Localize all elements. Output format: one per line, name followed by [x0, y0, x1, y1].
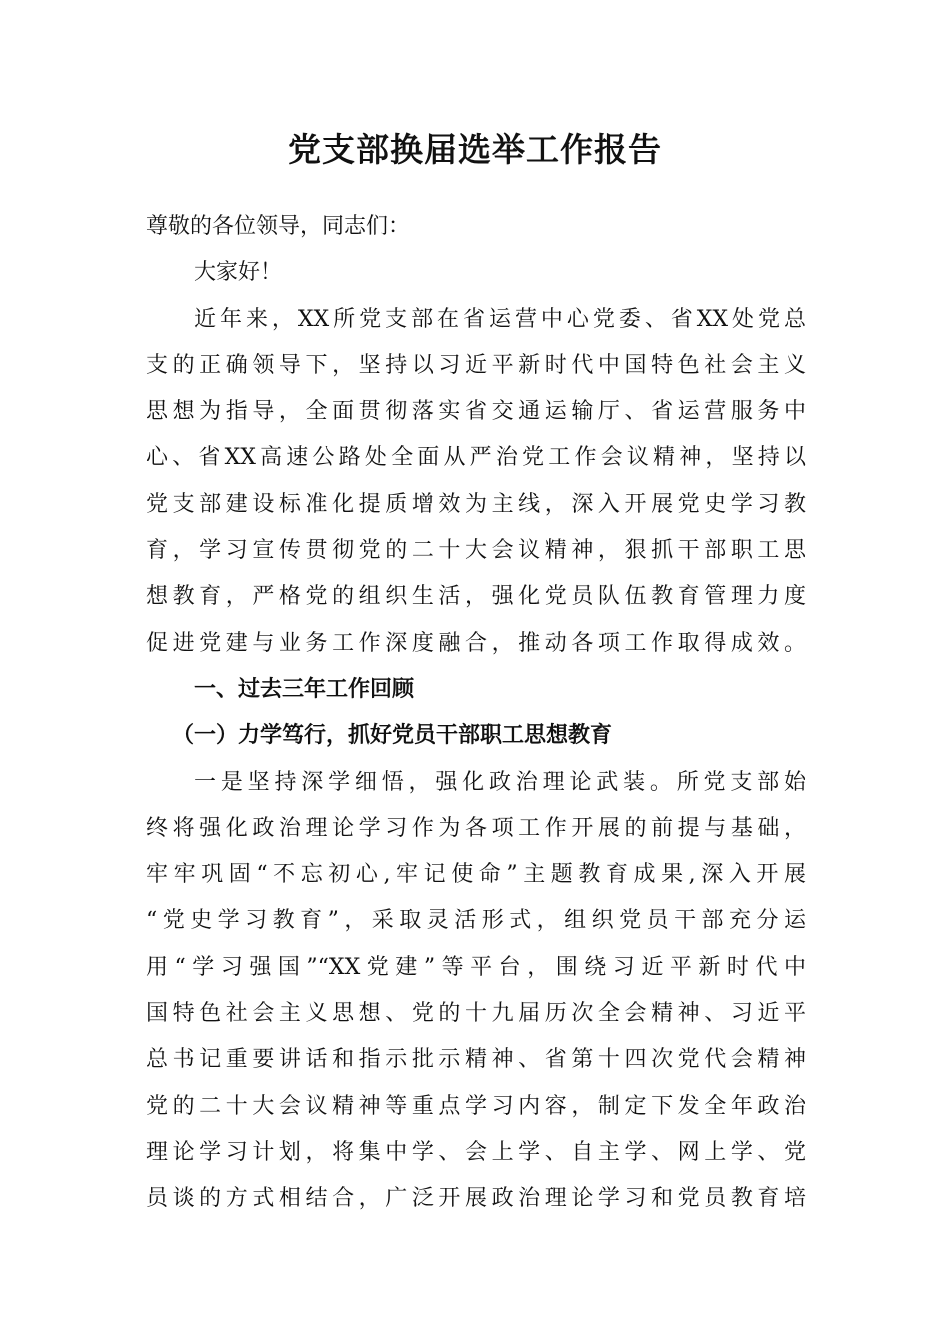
intro-line: 思想为指导，全面贯彻落实省交通运输厅、省运营服务中	[146, 399, 806, 425]
intro-line: 促进党建与业务工作深度融合，推动各项工作取得成效。	[146, 630, 806, 656]
subsection-heading: （一）力学笃行，抓好党员干部职工思想教育	[172, 723, 613, 749]
salutation: 尊敬的各位领导，同志们：	[146, 214, 411, 239]
paragraph-line: 总书记重要讲话和指示批示精神、省第十四次党代会精神	[146, 1047, 806, 1073]
intro-line: 党支部建设标准化提质增效为主线，深入开展党史学习教	[146, 491, 806, 517]
intro-line: 育，学习宣传贯彻党的二十大会议精神，狠抓干部职工思	[146, 538, 806, 564]
paragraph-line: 用“学习强国”“XX党建”等平台，围绕习近平新时代中	[146, 954, 806, 980]
paragraph-line: 员谈的方式相结合，广泛开展政治理论学习和党员教育培	[146, 1186, 806, 1212]
greeting: 大家好！	[194, 260, 283, 286]
intro-line: 心、省XX高速公路处全面从严治党工作会议精神，坚持以	[146, 445, 806, 471]
document-body	[146, 204, 806, 1223]
paragraph-line: 理论学习计划，将集中学、会上学、自主学、网上学、党	[146, 1139, 806, 1165]
paragraph-line: “党史学习教育”，采取灵活形式，组织党员干部充分运	[146, 908, 806, 934]
paragraph-line: 国特色社会主义思想、党的十九届历次全会精神、习近平	[146, 1001, 806, 1027]
section-heading: 一、过去三年工作回顾	[194, 676, 415, 702]
intro-line: 近年来，XX所党支部在省运营中心党委、省XX处党总	[194, 306, 806, 332]
paragraph-line: 牢牢巩固“不忘初心,牢记使命”主题教育成果,深入开展	[146, 862, 806, 888]
intro-line: 想教育，严格党的组织生活，强化党员队伍教育管理力度	[146, 584, 806, 610]
intro-line: 支的正确领导下，坚持以习近平新时代中国特色社会主义	[146, 352, 806, 378]
paragraph-line: 党的二十大会议精神等重点学习内容，制定下发全年政治	[146, 1093, 806, 1119]
document-title: 党支部换届选举工作报告	[288, 130, 662, 169]
paragraph-line: 终将强化政治理论学习作为各项工作开展的前提与基础，	[146, 815, 806, 841]
intro-paragraph	[146, 297, 806, 667]
subsection-paragraph	[146, 760, 806, 1223]
paragraph-line: 一是坚持深学细悟，强化政治理论武装。所党支部始	[194, 769, 806, 795]
